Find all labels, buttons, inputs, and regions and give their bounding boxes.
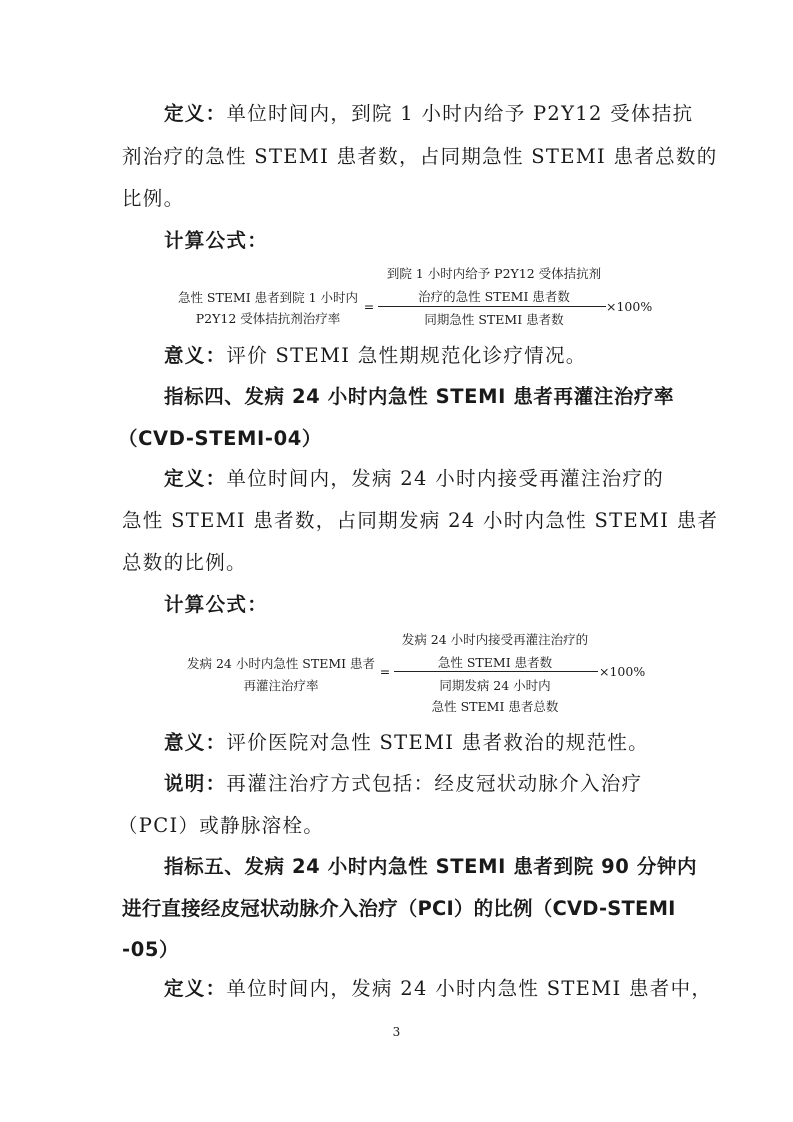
formula-multiplier: ×100% [599, 664, 646, 679]
formula-label: 计算公式： [164, 229, 269, 252]
formula-denominator-line-1: 同期发病 24 小时内 [439, 678, 551, 693]
formula-lhs-line-2: 再灌注治疗率 [243, 678, 319, 693]
definition-label: 定义： [164, 467, 227, 490]
formula-lhs-line-1: 急性 STEMI 患者到院 1 小时内 [177, 290, 359, 305]
formula-denominator-line-1: 同期急性 STEMI 患者数 [424, 312, 564, 327]
formula-equals-sign: = [363, 299, 375, 314]
note-paragraph-line-2: （PCI）或静脉溶栓。 [118, 814, 325, 837]
fraction-bar [378, 306, 606, 307]
definition-5-line-1 [164, 973, 712, 1001]
meaning-paragraph [164, 340, 587, 368]
formula-multiplier: ×100% [606, 299, 653, 314]
formula-numerator-line-1: 到院 1 小时内给予 P2Y12 受体拮抗剂 [386, 266, 602, 281]
fraction-bar [394, 671, 598, 672]
formula-label: 计算公式： [164, 593, 269, 616]
formula-label-line-2 [164, 589, 268, 617]
indicator-4-title-line-2: （CVD-STEMI-04） [118, 427, 322, 450]
definition-paragraph-line-1 [164, 98, 693, 126]
meaning-label: 意义： [164, 344, 227, 367]
indicator-5-title-line-3: -05） [122, 938, 180, 961]
note-paragraph-line-1 [164, 768, 642, 796]
formula-numerator-line-2: 急性 STEMI 患者数 [437, 655, 553, 670]
definition-paragraph-line-3: 比例。 [122, 187, 185, 210]
definition-label: 定义： [164, 102, 227, 125]
definition-text: 单位时间内，到院 1 小时内给予 P2Y12 受体拮抗 [226, 102, 694, 125]
indicator-5-title-line-1: 指标五、发病 24 小时内急性 STEMI 患者到院 90 分钟内 [164, 855, 698, 878]
definition-4-line-3: 总数的比例。 [122, 551, 247, 574]
definition-label: 定义： [164, 977, 227, 1000]
note-label: 说明： [164, 772, 227, 795]
definition-paragraph-line-2: 剂治疗的急性 STEMI 患者数，占同期急性 STEMI 患者总数的 [122, 145, 718, 168]
definition-4-line-2: 急性 STEMI 患者数，占同期发病 24 小时内急性 STEMI 患者 [122, 509, 719, 532]
note-text: 再灌注治疗方式包括：经皮冠状动脉介入治疗 [226, 772, 643, 795]
definition-text: 单位时间内，发病 24 小时内急性 STEMI 患者中， [226, 977, 713, 1000]
meaning-label: 意义： [164, 731, 227, 754]
formula-numerator-line-1: 发病 24 小时内接受再灌注治疗的 [401, 632, 589, 647]
formula-label-line [164, 225, 268, 253]
formula-denominator-line-2: 急性 STEMI 患者总数 [431, 699, 559, 714]
formula-lhs-line-2: P2Y12 受体拮抗剂治疗率 [195, 311, 341, 326]
meaning-text: 评价 STEMI 急性期规范化诊疗情况。 [226, 344, 587, 367]
indicator-4-title-line-1: 指标四、发病 24 小时内急性 STEMI 患者再灌注治疗率 [164, 385, 675, 408]
definition-4-line-1 [164, 463, 664, 491]
page-number: 3 [392, 1025, 401, 1039]
meaning-4-paragraph [164, 727, 649, 755]
formula-numerator-line-2: 治疗的急性 STEMI 患者数 [418, 289, 570, 304]
formula-lhs-line-1: 发病 24 小时内急性 STEMI 患者 [186, 656, 376, 671]
indicator-5-title-line-2: 进行直接经皮冠状动脉介入治疗（PCI）的比例（CVD-STEMI [122, 897, 676, 920]
formula-equals-sign: = [379, 664, 391, 679]
meaning-text: 评价医院对急性 STEMI 患者救治的规范性。 [226, 731, 649, 754]
definition-text: 单位时间内，发病 24 小时内接受再灌注治疗的 [226, 467, 665, 490]
